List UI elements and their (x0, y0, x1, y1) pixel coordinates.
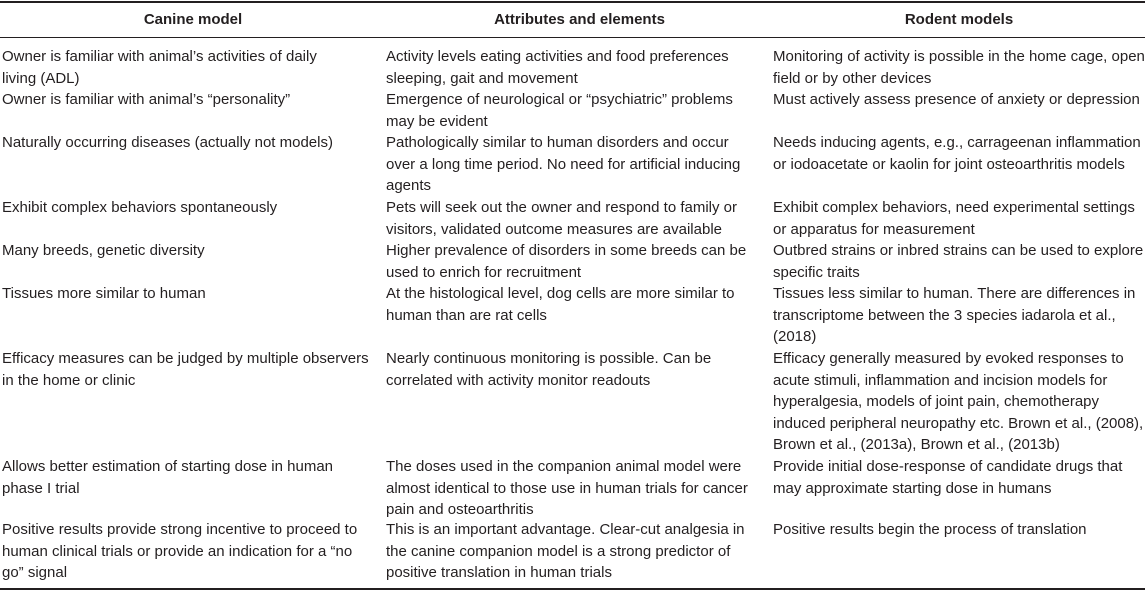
cell-text-line: Pets will seek out the owner and respond to family or (386, 199, 738, 216)
cell-attributes (386, 283, 735, 326)
cell-text-line: in the home or clinic (2, 371, 136, 389)
cell-attributes (386, 132, 740, 197)
cell-rodent-models (773, 456, 1122, 499)
cell-text-line: This is an important advantage. Clear-cut analgesia in (386, 521, 745, 538)
cell-text-line: Brown et al., (2013a), Brown et al., (2013b) (773, 436, 1060, 453)
cell-canine-model (2, 89, 290, 111)
cell-text-line: Positive results provide strong incentive to proceed to (2, 521, 358, 538)
cell-text-line: sleeping, gait and movement (386, 69, 578, 87)
cell-text-line: over a long time period. No need for artificial inducing (386, 155, 741, 173)
cell-text-line: Provide initial dose-response of candidate drugs that (773, 458, 1123, 475)
cell-rodent-models (773, 132, 1141, 175)
cell-text-line: or iodoacetate or kaolin for joint osteoarthritis models (773, 155, 1125, 173)
cell-text-line: correlated with activity monitor readouts (386, 371, 651, 389)
cell-attributes (386, 197, 737, 240)
cell-text-line: Needs inducing agents, e.g., carrageenan inflammation (773, 134, 1141, 151)
cell-text-line: positive translation in human trials (386, 564, 612, 581)
cell-attributes (386, 46, 729, 89)
cell-text-line: field or by other devices (773, 69, 932, 87)
cell-rodent-models (773, 283, 1135, 348)
cell-text-line: Tissues less similar to human. There are differences in (773, 285, 1136, 302)
cell-text-line: Pathologically similar to human disorders and occur (386, 134, 729, 151)
cell-rodent-models (773, 46, 1145, 89)
cell-rodent-models (773, 519, 1087, 541)
cell-rodent-models (773, 89, 1140, 111)
cell-text-line: transcriptome between the 3 species iadarola et al., (773, 306, 1116, 324)
cell-text-line: Exhibit complex behaviors spontaneously (2, 199, 278, 216)
cell-rodent-models (773, 197, 1135, 240)
cell-canine-model (2, 240, 205, 262)
cell-text-line: Monitoring of activity is possible in the home cage, open (773, 48, 1145, 65)
cell-text-line: Allows better estimation of starting dose in human (2, 458, 334, 475)
cell-text-line: pain and osteoarthritis (386, 501, 534, 518)
cell-text-line: Owner is familiar with animal’s “personality” (2, 91, 291, 108)
cell-text-line: Tissues more similar to human (2, 285, 206, 302)
cell-attributes (386, 348, 711, 391)
header-rodent-models: Rodent models (904, 11, 1014, 28)
header-attributes-elements: Attributes and elements (494, 11, 665, 28)
cell-text-line: Emergence of neurological or “psychiatric” problems (386, 91, 733, 108)
cell-canine-model (2, 348, 369, 391)
cell-canine-model (2, 197, 277, 219)
cell-text-line: visitors, validated outcome measures are available (386, 220, 722, 238)
cell-text-line: used to enrich for recruitment (386, 263, 582, 281)
cell-text-line: Efficacy generally measured by evoked responses to (773, 350, 1124, 367)
cell-text-line: Owner is familiar with animal’s activities of daily (2, 48, 317, 65)
table-bottom-rule (0, 588, 1145, 590)
cell-text-line: induced peripheral neuropathy etc. Brown et al., (2008), (773, 414, 1144, 432)
cell-attributes (386, 456, 748, 521)
header-rule (0, 37, 1145, 38)
cell-text-line: acute stimuli, inflammation and incision models for (773, 371, 1108, 389)
cell-text-line: almost identical to those use in human trials for cancer (386, 479, 748, 497)
cell-text-line: Naturally occurring diseases (actually not models) (2, 134, 333, 151)
cell-text-line: At the histological level, dog cells are more similar to (386, 285, 735, 302)
cell-text-line: Outbred strains or inbred strains can be used to explore (773, 242, 1144, 259)
cell-canine-model (2, 283, 206, 305)
cell-text-line: Higher prevalence of disorders in some breeds can be (386, 242, 747, 259)
cell-rodent-models (773, 240, 1143, 283)
cell-attributes (386, 240, 746, 283)
cell-text-line: The doses used in the companion animal model were (386, 458, 742, 475)
cell-text-line: may be evident (386, 112, 488, 130)
cell-text-line: Efficacy measures can be judged by multiple observers (2, 350, 369, 367)
cell-text-line: go” signal (2, 564, 68, 581)
cell-text-line: human than are rat cells (386, 306, 547, 324)
cell-text-line: Must actively assess presence of anxiety or depression (773, 91, 1140, 108)
cell-text-line: Exhibit complex behaviors, need experimental settings (773, 199, 1135, 216)
cell-text-line: or apparatus for measurement (773, 220, 975, 238)
cell-rodent-models (773, 348, 1143, 456)
cell-text-line: may approximate starting dose in humans (773, 479, 1052, 497)
cell-text-line: phase I trial (2, 479, 80, 497)
table-top-rule (0, 1, 1145, 3)
cell-canine-model (2, 456, 333, 499)
cell-text-line: agents (386, 177, 432, 194)
cell-text-line: (2018) (773, 328, 817, 345)
cell-text-line: living (ADL) (2, 69, 80, 87)
cell-canine-model (2, 46, 317, 89)
cell-text-line: Many breeds, genetic diversity (2, 242, 205, 259)
cell-text-line: hyperalgesia, models of joint pain, chemotherapy (773, 393, 1100, 410)
cell-text-line: Positive results begin the process of translation (773, 521, 1087, 538)
cell-text-line: Nearly continuous monitoring is possible. Can be (386, 350, 712, 367)
cell-attributes (386, 519, 745, 584)
cell-attributes (386, 89, 733, 132)
cell-canine-model (2, 519, 357, 584)
cell-canine-model (2, 132, 333, 154)
header-canine-model: Canine model (143, 11, 243, 28)
cell-text-line: human clinical trials or provide an indication for a “no (2, 542, 353, 560)
cell-text-line: Activity levels eating activities and food preferences (386, 48, 729, 65)
cell-text-line: specific traits (773, 263, 860, 281)
cell-text-line: the canine companion model is a strong predictor of (386, 542, 731, 560)
